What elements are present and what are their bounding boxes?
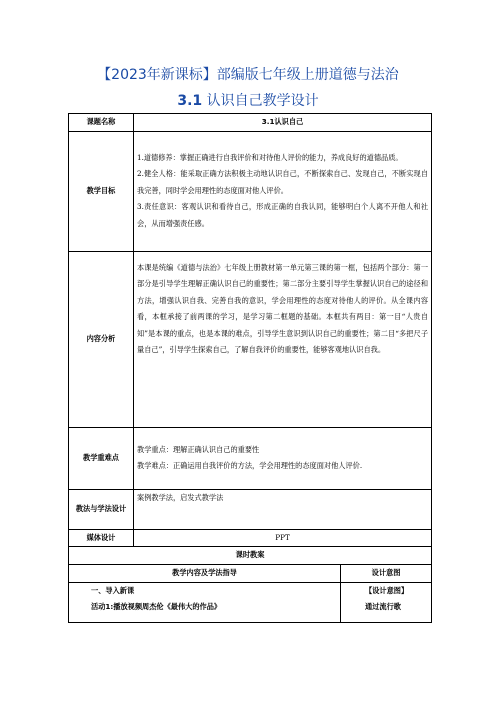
subtitle-text: 认识自己教学设计 xyxy=(206,93,319,109)
document-title: 【2023年新课标】部编版七年级上册道德与法治 xyxy=(97,67,399,83)
method-value: 案例教学法，启发式教学法 xyxy=(134,489,432,529)
column-header-intent: 设计意图 xyxy=(341,564,432,582)
key-point-item: 教学难点：正确运用自我评价的方法，学会用理性的态度面对他人评价. xyxy=(137,461,363,470)
content-cell xyxy=(69,582,341,622)
plan-header: 课时教案 xyxy=(69,547,432,565)
subtitle-number: 3.1 xyxy=(177,93,203,109)
analysis-label: 内容分析 xyxy=(69,251,134,427)
goal-item: 1.道德修养：掌握正确进行自我评价和对待他人评价的能力，养成良好的道德品质。 xyxy=(137,152,403,162)
document-subtitle xyxy=(0,92,496,110)
analysis-text: 本课是统编《道德与法治》七年级上册教材第一单元第三课的第一框，包括两个部分：第一部分是引导学生理解正确认识自己的重要性；第二部分主要引导学生掌握认识自己的途径和方法，增强认识自我、完善自我的意识，学会用理性的态度对待他人的评价。从全课内容看，本框承接了前两课的学习，是学习第二框题的基础。本框共有两目：第一目“人贵自知”是本课的重点，也是本课的难点，引导学生意识到认识自己的重要性；第二目“多把尺子量自己”，引导学生探索自己，了解自我评价的重要性，能够客观地认识自我。 xyxy=(134,251,432,427)
key-points-cell xyxy=(134,427,432,489)
key-point-item: 教学重点：理解正确认识自己的重要性 xyxy=(137,444,260,454)
intent-text: 通过流行歌 xyxy=(365,602,401,611)
method-label: 教法与学法设计 xyxy=(69,489,134,529)
course-name-label: 课题名称 xyxy=(69,114,134,132)
key-points-label: 教学重难点 xyxy=(69,427,134,489)
goal-item: 3.责任意识：客观认识和看待自己，形成正确的自我认同，能够明白个人离不开他人和社会，从而增强责任感。 xyxy=(137,202,429,228)
course-name-value: 3.1认识自己 xyxy=(134,114,432,132)
intent-cell xyxy=(341,582,432,622)
lesson-plan-table xyxy=(68,113,432,623)
goals-cell xyxy=(134,131,432,251)
media-label: 媒体设计 xyxy=(69,529,134,547)
column-header-content: 教学内容及学法指导 xyxy=(69,564,341,582)
goals-label: 教学目标 xyxy=(69,131,134,251)
intent-label: 【设计意图】 xyxy=(365,585,409,595)
goal-item: 2.健全人格：能采取正确方法积极主动地认识自己，不断探索自己、发现自己，不断实现自我完善，同时学会用理性的态度面对他人评价。 xyxy=(137,169,429,195)
media-value: PPT xyxy=(134,529,432,547)
activity-text: 活动1:播放视频周杰伦《最伟大的作品》 xyxy=(91,602,222,611)
section-heading: 一、导入新课 xyxy=(91,585,135,595)
